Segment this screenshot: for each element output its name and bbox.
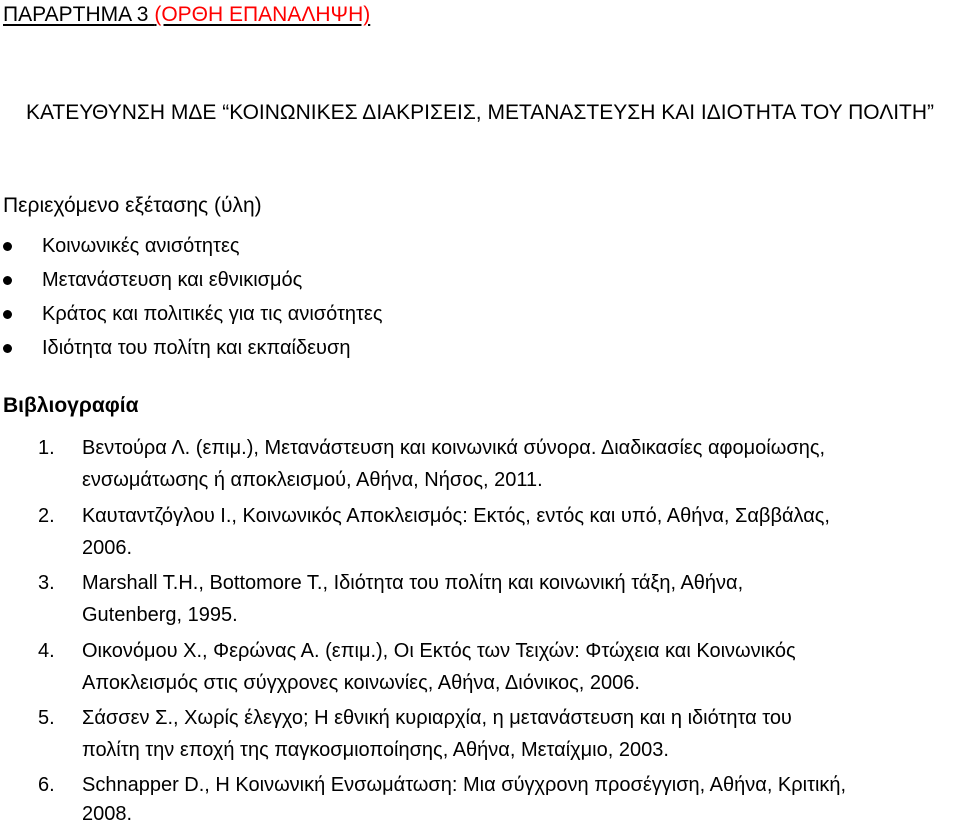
reference-item — [0, 566, 959, 634]
bullet-icon — [3, 344, 12, 353]
bibliography-heading: Βιβλιογραφία — [3, 394, 139, 417]
annex-title-text: ΠΑΡΑΡΤΗΜΑ 3 — [3, 3, 149, 26]
reference-number: 6. — [38, 774, 55, 796]
exam-content-heading: Περιεχόμενο εξέτασης (ύλη) — [3, 194, 262, 217]
reference-line: Αποκλεισμός στις σύγχρονες κοινωνίες, Αθήνα, Διόνικος, 2006. — [82, 672, 640, 694]
reference-item — [0, 431, 959, 499]
reference-line: πολίτη την εποχή της παγκοσμιοποίησης, Αθήνα, Μεταίχμιο, 2003. — [82, 739, 669, 761]
direction-heading: ΚΑΤΕΥΘΥΝΣΗ ΜΔΕ “ΚΟΙΝΩΝΙΚΕΣ ΔΙΑΚΡΙΣΕΙΣ, ΜΕΤΑΝΑΣΤΕΥΣΗ ΚΑΙ ΙΔΙΟΤΗΤΑ ΤΟΥ ΠΟΛΙΤΗ” — [25, 101, 935, 124]
reference-number: 3. — [38, 572, 55, 594]
reference-line: 2006. — [82, 537, 133, 559]
reference-item — [0, 499, 959, 567]
reference-line: Βεντούρα Λ. (επιμ.), Μετανάστευση και κοινωνικά σύνορα. Διαδικασίες αφομοίωσης, — [82, 437, 826, 459]
topic-label: Κράτος και πολιτικές για τις ανισότητες — [42, 303, 383, 325]
bullet-icon — [3, 276, 12, 285]
reference-line: Οικονόμου Χ., Φερώνας Α. (επιμ.), Οι Εκτός των Τειχών: Φτώχεια και Κοινωνικός — [82, 640, 796, 662]
reference-line: Marshall T.H., Bottomore T., Ιδιότητα του πολίτη και κοινωνική τάξη, Αθήνα, — [82, 572, 744, 594]
reference-number: 5. — [38, 707, 55, 729]
bullet-icon — [3, 242, 12, 251]
topic-label: Κοινωνικές ανισότητες — [42, 235, 240, 257]
reference-item — [0, 634, 959, 702]
reference-number: 1. — [38, 437, 55, 459]
reference-item — [0, 701, 959, 769]
list-item — [0, 233, 382, 267]
reference-line: Καυταντζόγλου Ι., Κοινωνικός Αποκλεισμός: Εκτός, εντός και υπό, Αθήνα, Σαββάλας, — [82, 505, 830, 527]
reference-item — [0, 768, 959, 826]
reference-number: 4. — [38, 640, 55, 662]
reference-line: Σάσσεν Σ., Χωρίς έλεγχο; Η εθνική κυριαρχία, η μετανάστευση και η ιδιότητα του — [82, 707, 792, 729]
annex-title — [3, 2, 370, 28]
exam-topics-list — [0, 233, 382, 369]
reference-line: 2008. — [82, 803, 133, 825]
annex-title-correction: (ΟΡΘΗ ΕΠΑΝΑΛΗΨΗ) — [154, 3, 371, 26]
bullet-icon — [3, 310, 12, 319]
list-item — [0, 335, 382, 369]
reference-line: Schnapper D., Η Κοινωνική Ενσωμάτωση: Μια σύγχρονη προσέγγιση, Αθήνα, Κριτική, — [82, 774, 847, 796]
topic-label: Ιδιότητα του πολίτη και εκπαίδευση — [42, 337, 351, 359]
list-item — [0, 267, 382, 301]
reference-number: 2. — [38, 505, 55, 527]
reference-line: ενσωμάτωσης ή αποκλεισμού, Αθήνα, Νήσος, 2011. — [82, 469, 543, 491]
topic-label: Μετανάστευση και εθνικισμός — [42, 269, 303, 291]
reference-line: Gutenberg, 1995. — [82, 604, 238, 626]
list-item — [0, 301, 382, 335]
